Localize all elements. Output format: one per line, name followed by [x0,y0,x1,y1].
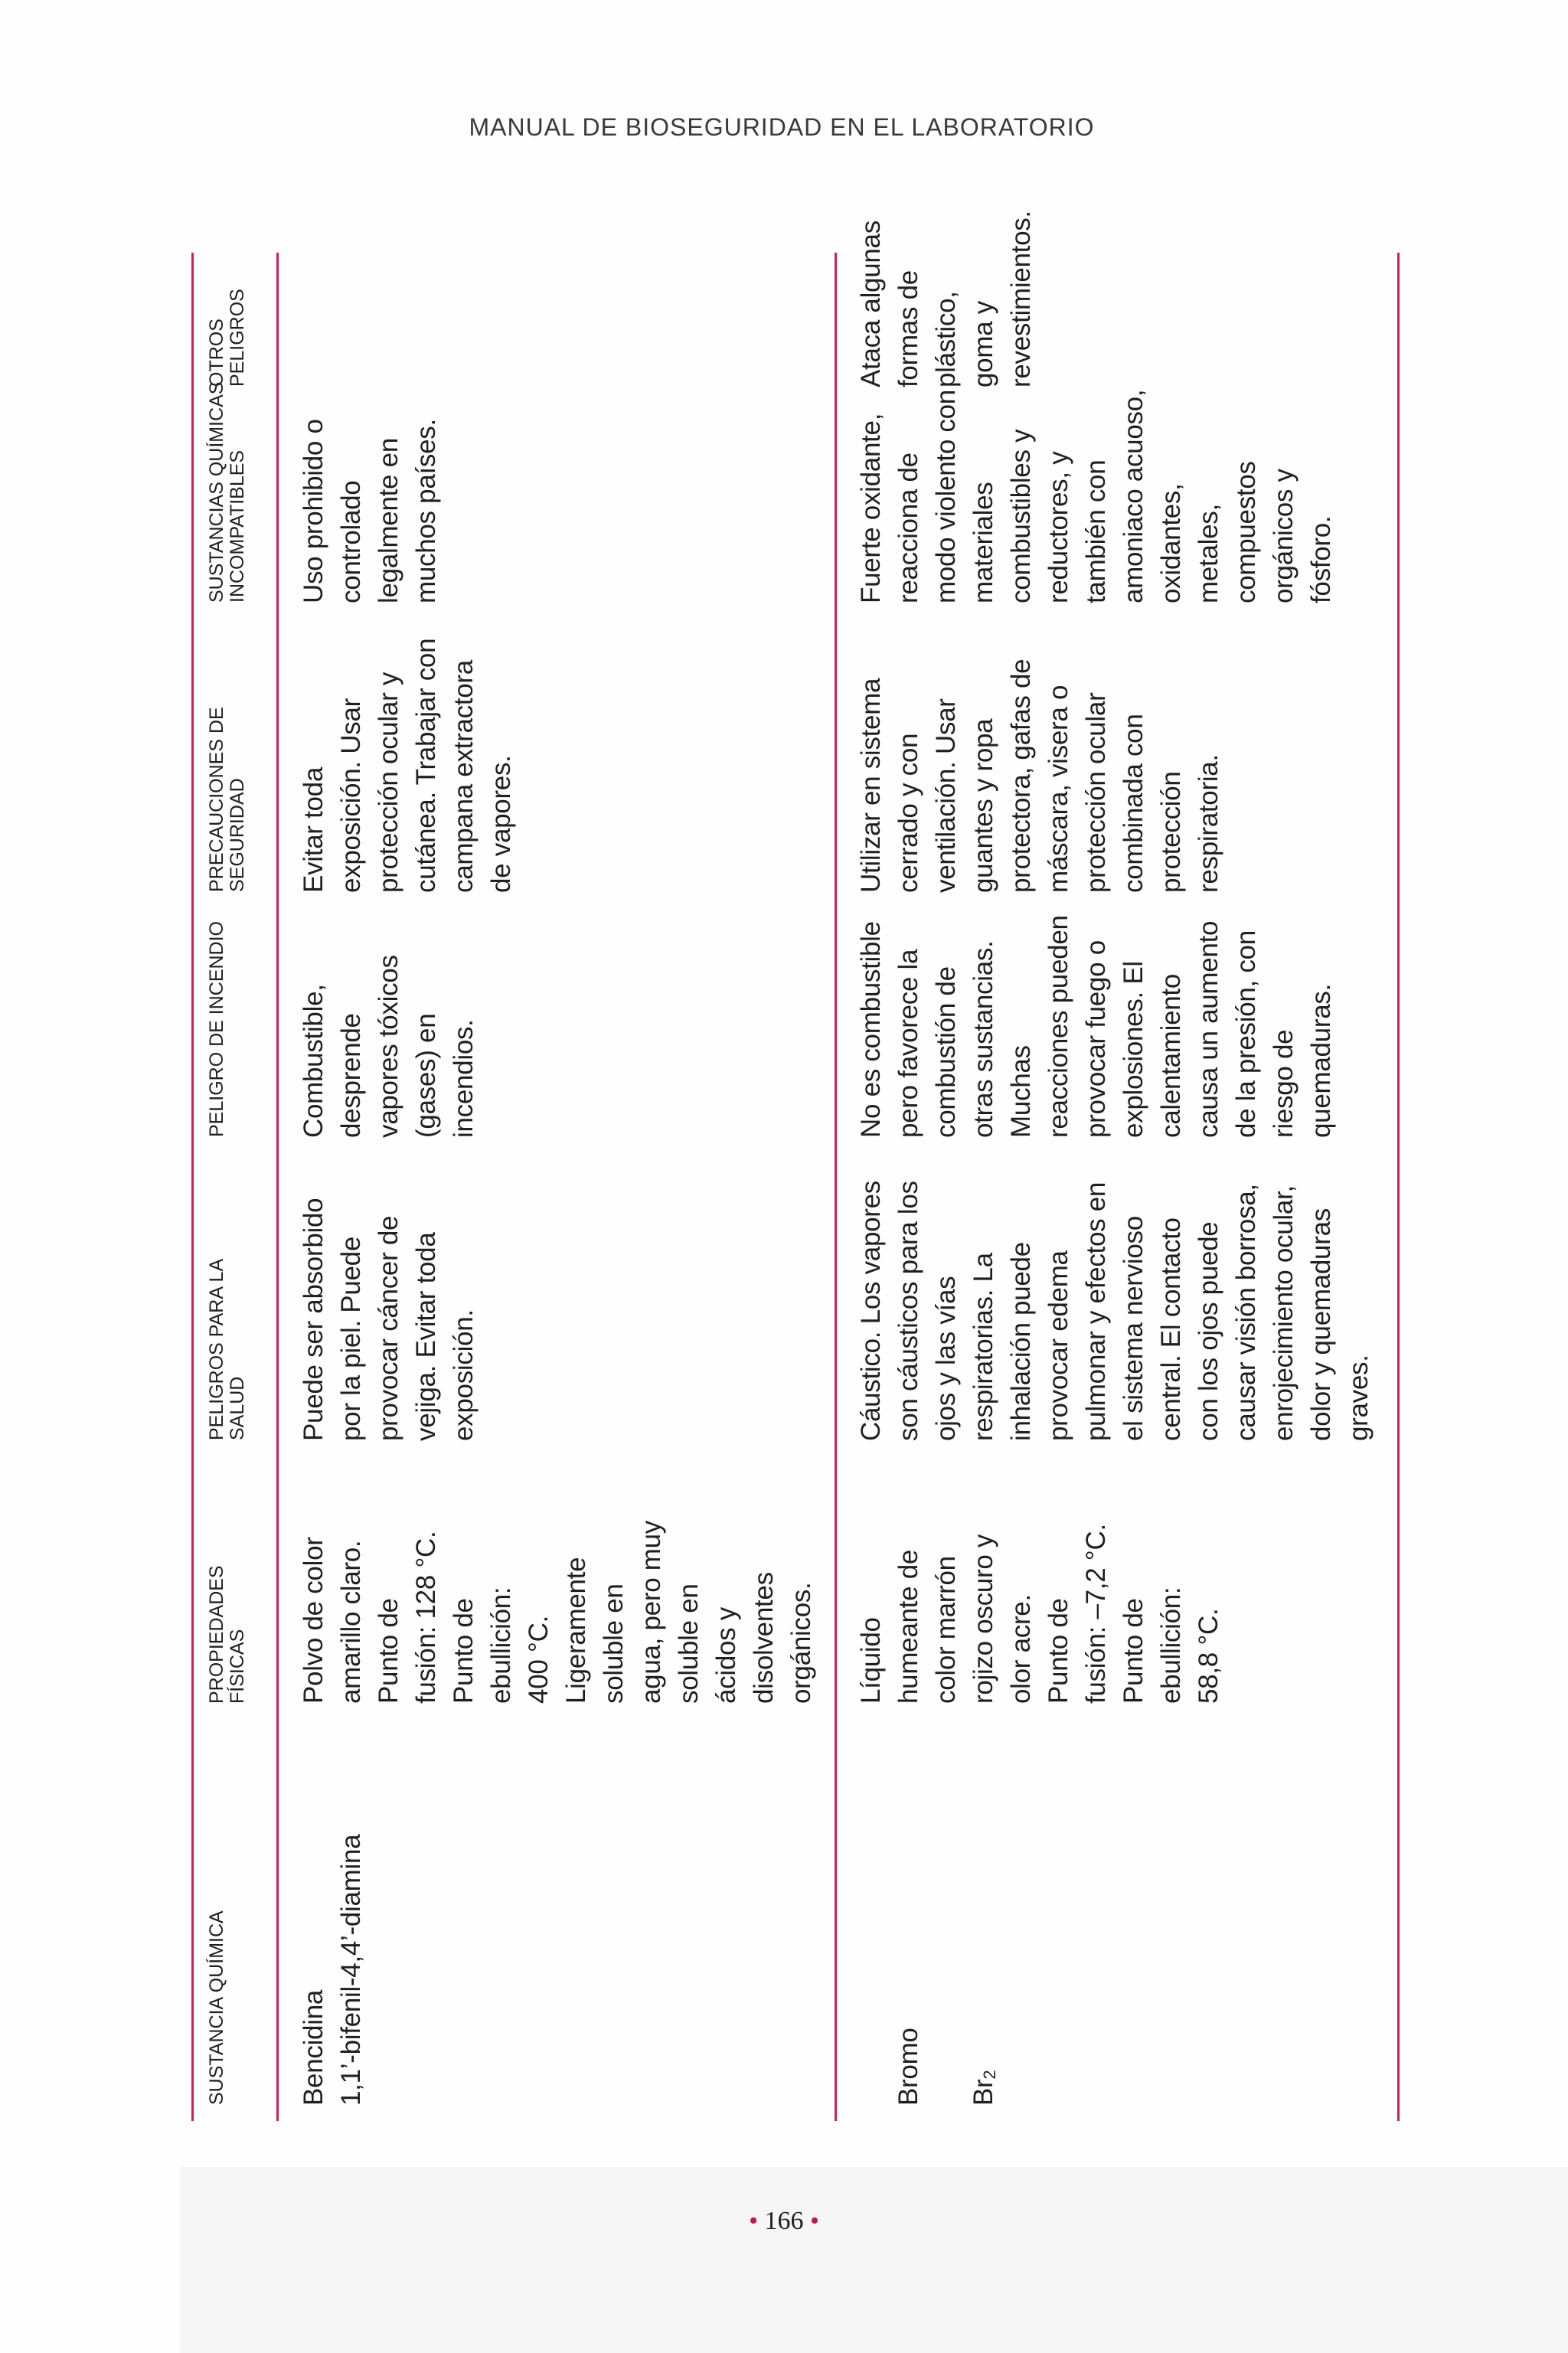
row2-substance-name: Bromo [893,2028,923,2106]
header-rule [276,253,279,2121]
page-footer-band [180,2167,1568,2353]
formula-subscript: 2 [980,2070,999,2080]
row2-substance-formula [965,2028,1002,2106]
row2-health: Cáustico. Los vapores son cáusticos para los ojos y las vías respiratorias. La inhalación puede provocar edema pulmonar y efectos en el sistema nervioso central. El contacto con los ojos puede causar visión borrosa, enrojecimiento ocular, dolor y quemaduras graves. [856,1181,1374,1441]
row1-physical: Polvo de color amarillo claro. Punto de fusión: 128 °C. Punto de ebullición: 400 °C. Ligeramente soluble en agua, pero muy soluble en ácidos y disolventes orgánicos. [299,1520,816,1704]
col-header-health: PELIGROS PARA LA SALUD [206,1258,248,1440]
table-bottom-rule [1397,253,1400,2121]
formula-symbol: Br [969,2079,998,2106]
bullet-left: • [749,2207,758,2235]
row2-physical: Líquido humeante de color marrón rojizo oscuro y olor acre. Punto de fusión: –7,2 °C. Punto de ebullición: 58,8 °C. [856,1524,1223,1704]
table-top-rule [191,253,194,2121]
row-separator-rule [835,253,837,2121]
row1-precautions: Evitar toda exposición. Usar protección ocular y cutánea. Trabajar con campana extractora de vapores. [299,638,516,893]
col-header-physical: PROPIEDADES FÍSICAS [206,1565,248,1704]
col-header-incompatible: SUSTANCIAS QUÍMICAS INCOMPATIBLES [206,381,248,603]
row2-other: Ataca algunas formas de plástico, goma y revestimientos. [856,211,1036,387]
row1-incompatible: Uso prohibido o controlado legalmente en muchos países. [299,419,441,603]
row2-fire: No es combustible pero favorece la combustión de otras sustancias. Muchas reacciones pueden provocar fuego o explosiones. El calentamiento causa un aumento de la presión, con riesgo de quemaduras. [856,915,1336,1138]
page-number [0,2207,1568,2236]
col-header-fire: PELIGRO DE INCENDIO [206,921,227,1137]
row2-incompatible: Fuerte oxidante, reacciona de modo violento con materiales combustibles y reductores, y también con amoniaco acuoso, oxidantes, metales, compuestos orgánicos y fósforo. [856,389,1336,603]
row1-substance: Bencidina 1,1’-bifenil-4,4’-diamina [299,1834,366,2106]
row2-substance [852,2028,1040,2106]
col-header-other: OTROS PELIGROS [206,289,248,387]
rotated-table [191,211,1407,2121]
row1-health: Puede ser absorbido por la piel. Puede provocar cáncer de vejiga. Evitar toda exposición. [299,1198,479,1441]
col-header-substance: SUSTANCIA QUÍMICA [206,1910,227,2105]
row1-fire: Combustible, desprende vapores tóxicos (gases) en incendios. [299,955,479,1138]
row2-precautions: Utilizar en sistema cerrado y con ventilación. Usar guantes y ropa protectora, gafas de máscara, visera o protección ocular combinada con protección respiratoria. [856,659,1223,893]
col-header-precautions: PRECAUCIONES DE SEGURIDAD [206,707,248,892]
running-header: MANUAL DE BIOSEGURIDAD EN EL LABORATORIO [469,113,1095,141]
bullet-right: • [810,2207,819,2235]
page-number-value: 166 [764,2207,804,2235]
